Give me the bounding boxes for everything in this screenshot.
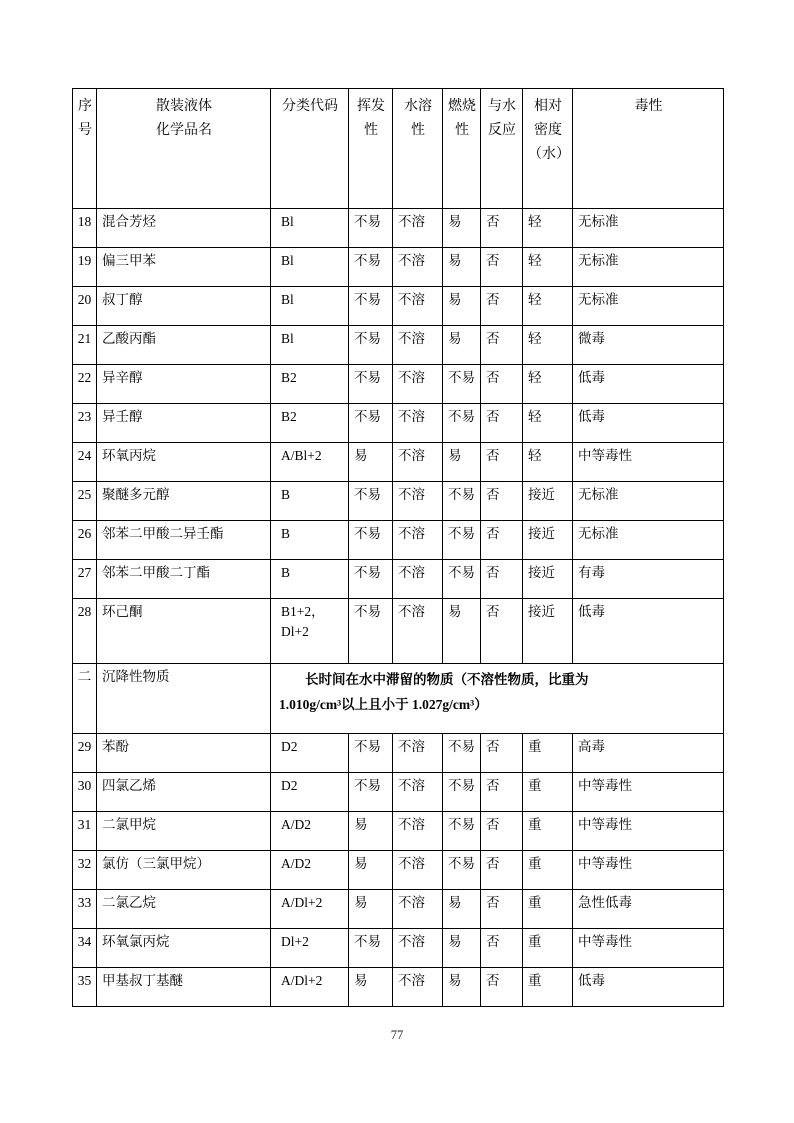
section-title: 沉降性物质	[97, 664, 271, 734]
cell-water-reaction: 否	[481, 248, 523, 287]
table-row	[73, 287, 724, 326]
cell-volatility: 不易	[349, 326, 393, 365]
cell-relative-density: 轻	[523, 443, 573, 482]
cell-volatility: 不易	[349, 521, 393, 560]
cell-toxicity: 无标准	[573, 209, 724, 248]
cell-water-solubility: 不溶	[393, 482, 443, 521]
cell-volatility: 不易	[349, 209, 393, 248]
cell-volatility: 不易	[349, 365, 393, 404]
cell-toxicity: 中等毒性	[573, 929, 724, 968]
cell-relative-density: 轻	[523, 248, 573, 287]
cell-chemical-name: 混合芳烃	[97, 209, 271, 248]
header-line: 燃烧	[448, 99, 476, 114]
cell-classification-code: D2	[271, 773, 349, 812]
cell-chemical-name: 叔丁醇	[97, 287, 271, 326]
cell-chemical-name: 二氯乙烷	[97, 890, 271, 929]
cell-chemical-name: 乙酸丙酯	[97, 326, 271, 365]
cell-classification-code: B	[271, 560, 349, 599]
cell-combustibility: 易	[443, 443, 481, 482]
column-header-relative-density	[523, 89, 573, 209]
header-line: （水）	[528, 147, 570, 163]
table-row	[73, 443, 724, 482]
cell-toxicity: 高毒	[573, 734, 724, 773]
cell-combustibility: 不易	[443, 404, 481, 443]
cell-classification-code: B2	[271, 365, 349, 404]
cell-chemical-name: 甲基叔丁基醚	[97, 968, 271, 1007]
cell-chemical-name: 二氯甲烷	[97, 812, 271, 851]
cell-classification-code: A/D2	[271, 851, 349, 890]
cell-water-solubility: 不溶	[393, 560, 443, 599]
table-header-row	[73, 89, 724, 209]
cell-volatility: 不易	[349, 287, 393, 326]
cell-toxicity: 无标准	[573, 248, 724, 287]
cell-serial-number: 35	[73, 968, 97, 1007]
cell-toxicity: 中等毒性	[573, 443, 724, 482]
table-row	[73, 968, 724, 1007]
cell-combustibility: 不易	[443, 734, 481, 773]
section-divider-row	[73, 664, 724, 734]
cell-relative-density: 接近	[523, 521, 573, 560]
cell-water-solubility: 不溶	[393, 521, 443, 560]
section-description	[271, 664, 724, 734]
column-header-toxicity	[573, 89, 724, 209]
cell-serial-number: 33	[73, 890, 97, 929]
cell-classification-code: Bl	[271, 287, 349, 326]
cell-serial-number: 25	[73, 482, 97, 521]
cell-volatility: 易	[349, 443, 393, 482]
cell-water-reaction: 否	[481, 851, 523, 890]
cell-combustibility: 不易	[443, 521, 481, 560]
cell-water-solubility: 不溶	[393, 248, 443, 287]
cell-serial-number: 31	[73, 812, 97, 851]
column-header-chemical-name	[97, 89, 271, 209]
cell-water-solubility: 不溶	[393, 929, 443, 968]
cell-combustibility: 易	[443, 929, 481, 968]
cell-classification-code: A/Bl+2	[271, 443, 349, 482]
table-row	[73, 929, 724, 968]
table-body-sinking-substances	[73, 734, 724, 1007]
header-line: 性	[364, 123, 378, 139]
cell-water-reaction: 否	[481, 890, 523, 929]
cell-relative-density: 重	[523, 851, 573, 890]
cell-toxicity: 有毒	[573, 560, 724, 599]
header-line: 与水	[488, 99, 516, 114]
cell-classification-code: Bl	[271, 326, 349, 365]
cell-water-solubility: 不溶	[393, 599, 443, 664]
cell-classification-code: B1+2， Dl+2	[271, 599, 349, 664]
header-line: 反应	[488, 123, 516, 139]
cell-toxicity: 无标准	[573, 287, 724, 326]
column-header-classification-code	[271, 89, 349, 209]
table-row	[73, 326, 724, 365]
cell-water-reaction: 否	[481, 404, 523, 443]
cell-water-reaction: 否	[481, 929, 523, 968]
cell-combustibility: 不易	[443, 851, 481, 890]
cell-chemical-name: 邻苯二甲酸二丁酯	[97, 560, 271, 599]
cell-combustibility: 易	[443, 968, 481, 1007]
header-line: 号	[78, 123, 92, 139]
cell-water-reaction: 否	[481, 443, 523, 482]
cell-serial-number: 19	[73, 248, 97, 287]
cell-relative-density: 重	[523, 812, 573, 851]
cell-classification-code: A/Dl+2	[271, 890, 349, 929]
chemical-table-container	[72, 88, 723, 1007]
cell-water-reaction: 否	[481, 560, 523, 599]
cell-relative-density: 轻	[523, 209, 573, 248]
header-line: 散装液体	[156, 99, 212, 114]
table-row	[73, 248, 724, 287]
cell-water-reaction: 否	[481, 287, 523, 326]
cell-water-reaction: 否	[481, 773, 523, 812]
cell-toxicity: 中等毒性	[573, 851, 724, 890]
cell-water-solubility: 不溶	[393, 890, 443, 929]
cell-toxicity: 中等毒性	[573, 812, 724, 851]
cell-combustibility: 不易	[443, 560, 481, 599]
cell-combustibility: 易	[443, 890, 481, 929]
cell-chemical-name: 环己酮	[97, 599, 271, 664]
cell-toxicity: 微毒	[573, 326, 724, 365]
table-row	[73, 734, 724, 773]
cell-serial-number: 29	[73, 734, 97, 773]
cell-water-reaction: 否	[481, 209, 523, 248]
cell-water-solubility: 不溶	[393, 287, 443, 326]
cell-water-reaction: 否	[481, 326, 523, 365]
table-row	[73, 209, 724, 248]
cell-serial-number: 21	[73, 326, 97, 365]
table-row	[73, 599, 724, 664]
header-line: 水溶	[404, 99, 432, 114]
cell-classification-code: B2	[271, 404, 349, 443]
cell-volatility: 不易	[349, 734, 393, 773]
cell-classification-code: D2	[271, 734, 349, 773]
header-line: 性	[455, 123, 469, 139]
cell-volatility: 不易	[349, 560, 393, 599]
cell-water-solubility: 不溶	[393, 326, 443, 365]
cell-serial-number: 24	[73, 443, 97, 482]
column-header-serial-number	[73, 89, 97, 209]
header-line: 分类代码	[282, 99, 338, 114]
cell-serial-number: 23	[73, 404, 97, 443]
cell-chemical-name: 聚醚多元醇	[97, 482, 271, 521]
cell-volatility: 易	[349, 812, 393, 851]
cell-volatility: 易	[349, 851, 393, 890]
cell-relative-density: 重	[523, 929, 573, 968]
cell-classification-code: B	[271, 521, 349, 560]
cell-water-solubility: 不溶	[393, 812, 443, 851]
cell-relative-density: 重	[523, 734, 573, 773]
table-body-floating-substances	[73, 209, 724, 664]
table-row	[73, 773, 724, 812]
cell-water-solubility: 不溶	[393, 773, 443, 812]
cell-relative-density: 重	[523, 968, 573, 1007]
column-header-combustibility	[443, 89, 481, 209]
header-line: 序	[78, 99, 92, 114]
cell-combustibility: 易	[443, 326, 481, 365]
page-number: 77	[390, 1028, 404, 1042]
cell-chemical-name: 环氧丙烷	[97, 443, 271, 482]
table-row	[73, 482, 724, 521]
cell-chemical-name: 环氧氯丙烷	[97, 929, 271, 968]
cell-toxicity: 低毒	[573, 599, 724, 664]
cell-classification-code: Bl	[271, 209, 349, 248]
cell-water-reaction: 否	[481, 968, 523, 1007]
cell-volatility: 不易	[349, 248, 393, 287]
cell-serial-number: 30	[73, 773, 97, 812]
header-line: 性	[411, 123, 425, 139]
cell-water-reaction: 否	[481, 521, 523, 560]
cell-water-solubility: 不溶	[393, 404, 443, 443]
cell-volatility: 不易	[349, 482, 393, 521]
cell-combustibility: 不易	[443, 773, 481, 812]
cell-classification-code: Bl	[271, 248, 349, 287]
header-line: 挥发	[357, 99, 385, 114]
cell-combustibility: 不易	[443, 482, 481, 521]
cell-classification-code: A/D2	[271, 812, 349, 851]
cell-chemical-name: 苯酚	[97, 734, 271, 773]
cell-chemical-name: 四氯乙烯	[97, 773, 271, 812]
cell-combustibility: 易	[443, 599, 481, 664]
cell-relative-density: 轻	[523, 365, 573, 404]
cell-relative-density: 重	[523, 890, 573, 929]
column-header-water-reaction	[481, 89, 523, 209]
cell-serial-number: 27	[73, 560, 97, 599]
cell-water-solubility: 不溶	[393, 443, 443, 482]
table-row	[73, 560, 724, 599]
cell-volatility: 不易	[349, 599, 393, 664]
cell-relative-density: 接近	[523, 560, 573, 599]
cell-water-reaction: 否	[481, 482, 523, 521]
cell-toxicity: 中等毒性	[573, 773, 724, 812]
column-header-water-solubility	[393, 89, 443, 209]
cell-serial-number: 22	[73, 365, 97, 404]
chemical-classification-table	[72, 88, 724, 1007]
cell-chemical-name: 偏三甲苯	[97, 248, 271, 287]
cell-relative-density: 轻	[523, 404, 573, 443]
cell-water-solubility: 不溶	[393, 365, 443, 404]
cell-serial-number: 26	[73, 521, 97, 560]
header-line: 密度	[534, 123, 562, 139]
header-line: 化学品名	[156, 123, 212, 139]
cell-toxicity: 低毒	[573, 404, 724, 443]
cell-chemical-name: 异壬醇	[97, 404, 271, 443]
cell-chemical-name: 异辛醇	[97, 365, 271, 404]
column-header-volatility	[349, 89, 393, 209]
table-row	[73, 521, 724, 560]
cell-serial-number: 34	[73, 929, 97, 968]
cell-toxicity: 急性低毒	[573, 890, 724, 929]
table-row	[73, 890, 724, 929]
cell-toxicity: 低毒	[573, 968, 724, 1007]
cell-toxicity: 无标准	[573, 482, 724, 521]
cell-combustibility: 不易	[443, 812, 481, 851]
cell-toxicity: 低毒	[573, 365, 724, 404]
cell-serial-number: 20	[73, 287, 97, 326]
cell-combustibility: 不易	[443, 365, 481, 404]
cell-combustibility: 易	[443, 209, 481, 248]
cell-combustibility: 易	[443, 248, 481, 287]
cell-classification-code: Dl+2	[271, 929, 349, 968]
cell-volatility: 不易	[349, 404, 393, 443]
table-row	[73, 404, 724, 443]
cell-serial-number: 18	[73, 209, 97, 248]
cell-relative-density: 接近	[523, 599, 573, 664]
cell-water-reaction: 否	[481, 734, 523, 773]
table-row	[73, 812, 724, 851]
header-line: 毒性	[634, 99, 663, 114]
cell-water-reaction: 否	[481, 599, 523, 664]
cell-serial-number: 32	[73, 851, 97, 890]
cell-volatility: 不易	[349, 773, 393, 812]
cell-water-solubility: 不溶	[393, 968, 443, 1007]
section-serial-number: 二	[73, 664, 97, 734]
table-row	[73, 365, 724, 404]
cell-toxicity: 无标准	[573, 521, 724, 560]
cell-relative-density: 轻	[523, 287, 573, 326]
cell-relative-density: 重	[523, 773, 573, 812]
cell-water-solubility: 不溶	[393, 734, 443, 773]
cell-classification-code: A/Dl+2	[271, 968, 349, 1007]
cell-water-solubility: 不溶	[393, 209, 443, 248]
cell-classification-code: B	[271, 482, 349, 521]
table-row	[73, 851, 724, 890]
cell-chemical-name: 邻苯二甲酸二异壬酯	[97, 521, 271, 560]
cell-serial-number: 28	[73, 599, 97, 664]
cell-relative-density: 轻	[523, 326, 573, 365]
cell-water-reaction: 否	[481, 365, 523, 404]
section-description-line1: 长时间在水中滞留的物质（不溶性物质，比重为	[305, 672, 589, 687]
cell-volatility: 易	[349, 890, 393, 929]
cell-volatility: 不易	[349, 929, 393, 968]
cell-water-solubility: 不溶	[393, 851, 443, 890]
section-description-line2: 1.010g/cm³以上且小于 1.027g/cm³）	[279, 696, 488, 712]
cell-chemical-name: 氯仿（三氯甲烷）	[97, 851, 271, 890]
cell-water-reaction: 否	[481, 812, 523, 851]
cell-relative-density: 接近	[523, 482, 573, 521]
cell-combustibility: 易	[443, 287, 481, 326]
header-line: 相对	[534, 99, 562, 114]
cell-volatility: 易	[349, 968, 393, 1007]
